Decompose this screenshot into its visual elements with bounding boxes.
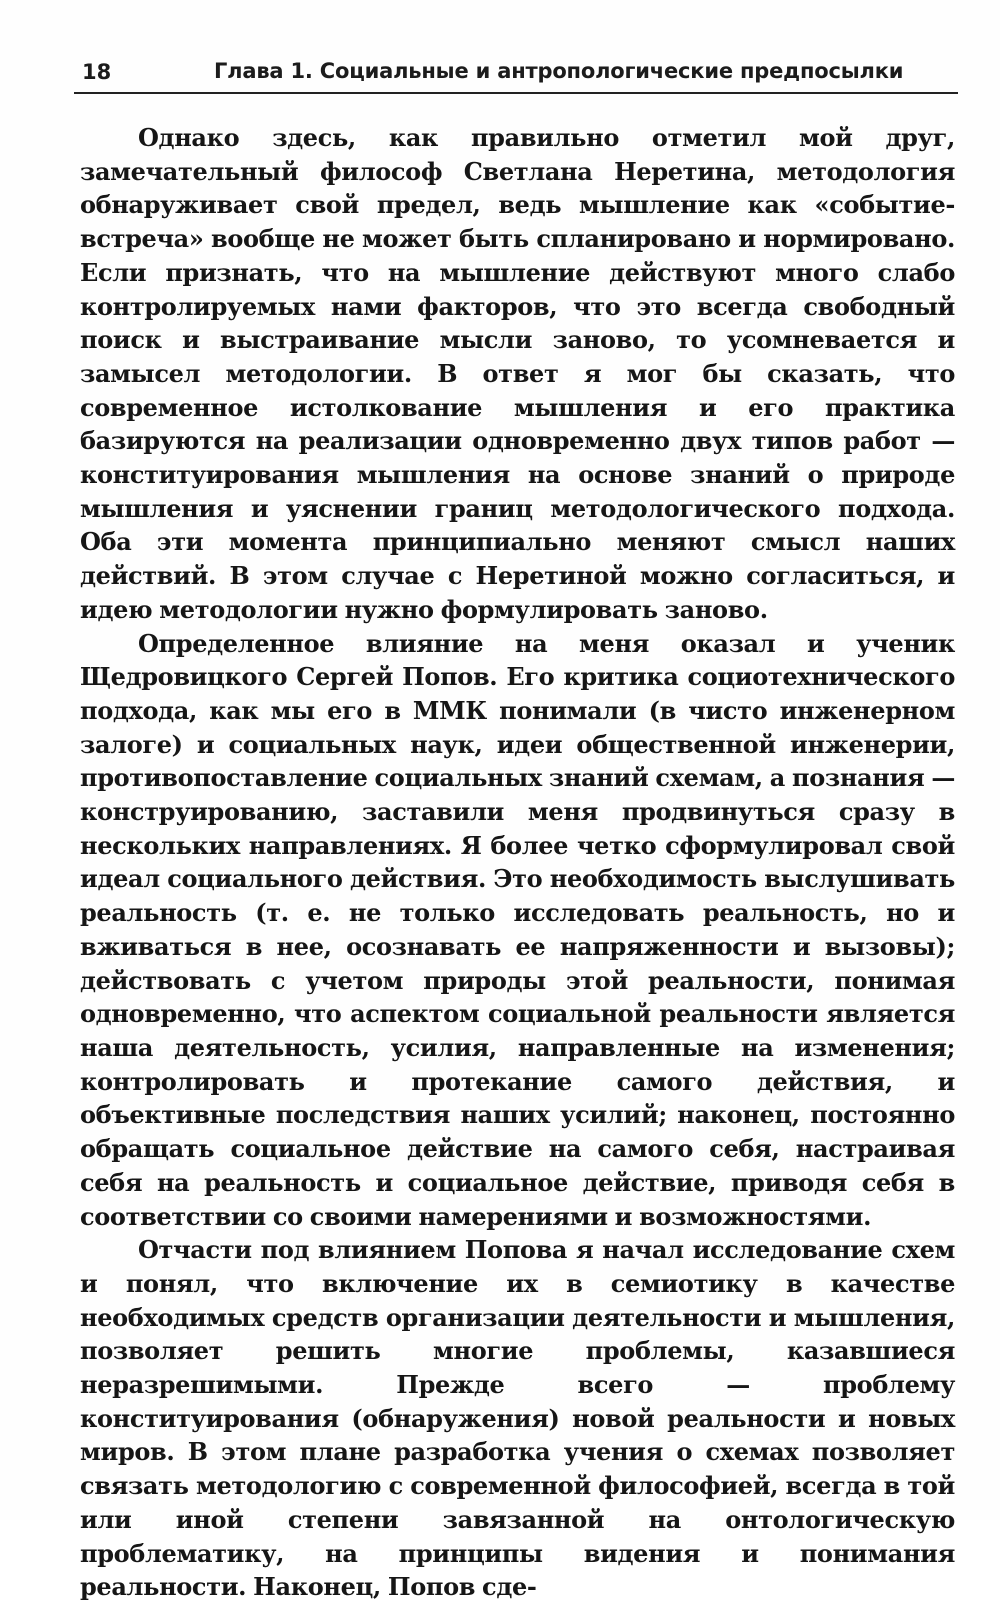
- page-number: 18: [82, 60, 112, 84]
- chapter-title: Глава 1. Социальные и антропологические предпосылки: [214, 59, 904, 83]
- body-text: [80, 121, 955, 1604]
- paragraph: Однако здесь, как правильно отметил мой друг, замечательный философ Светлана Неретина, методология обнаруживает свой предел, ведь мышление как «событие-встреча» вообще не может быть спланировано и нормировано. Если признать, что на мышление действуют много слабо контролируемых нами факторов, что это всегда свободный поиск и выстраивание мысли заново, то усомневается и замысел методологии. В ответ я мог бы сказать, что современное истолкование мышления и его практика базируются на реализации одновременно двух типов работ — конституирования мышления на основе знаний о природе мышления и уяснении границ методологического подхода. Оба эти момента принципиально меняют смысл наших действий. В этом случае с Неретиной можно согласиться, и идею методологии нужно формулировать заново.: [80, 123, 955, 624]
- paragraph: Определенное влияние на меня оказал и ученик Щедровицкого Сергей Попов. Его критика социотехнического подхода, как мы его в ММК понимали (в чисто инженерном залоге) и социальных наук, идеи общественной инженерии, противопоставление социальных знаний схемам, а познания — конструированию, заставили меня продвинуться сразу в нескольких направлениях. Я более четко сформулировал свой идеал социального действия. Это необходимость выслушивать реальность (т. е. не только исследовать реальность, но и вживаться в нее, осознавать ее напряженности и вызовы); действовать с учетом природы этой реальности, понимая одновременно, что аспектом социальной реальности является наша деятельность, усилия, направленные на изменения; контролировать и протекание самого действия, и объективные последствия наших усилий; наконец, постоянно обращать социальное действие на самого себя, настраивая себя на реальность и социальное действие, приводя себя в соответствии со своими намерениями и возможностями.: [80, 628, 955, 1231]
- running-header: [74, 56, 958, 94]
- paragraph: Отчасти под влиянием Попова я начал исследование схем и понял, что включение их в семиотику в качестве необходимых средств организации деятельности и мышления, позволяет решить многие проблемы, казавшиеся неразрешимыми. Прежде всего — проблему конституирования (обнаружения) новой реальности и новых миров. В этом плане разработка учения о схемах позволяет связать методологию с современной философией, всегда в той или иной степени завязанной на онтологическую проблематику, на принципы видения и понимания реальности. Наконец, Попов сде-: [80, 1235, 955, 1602]
